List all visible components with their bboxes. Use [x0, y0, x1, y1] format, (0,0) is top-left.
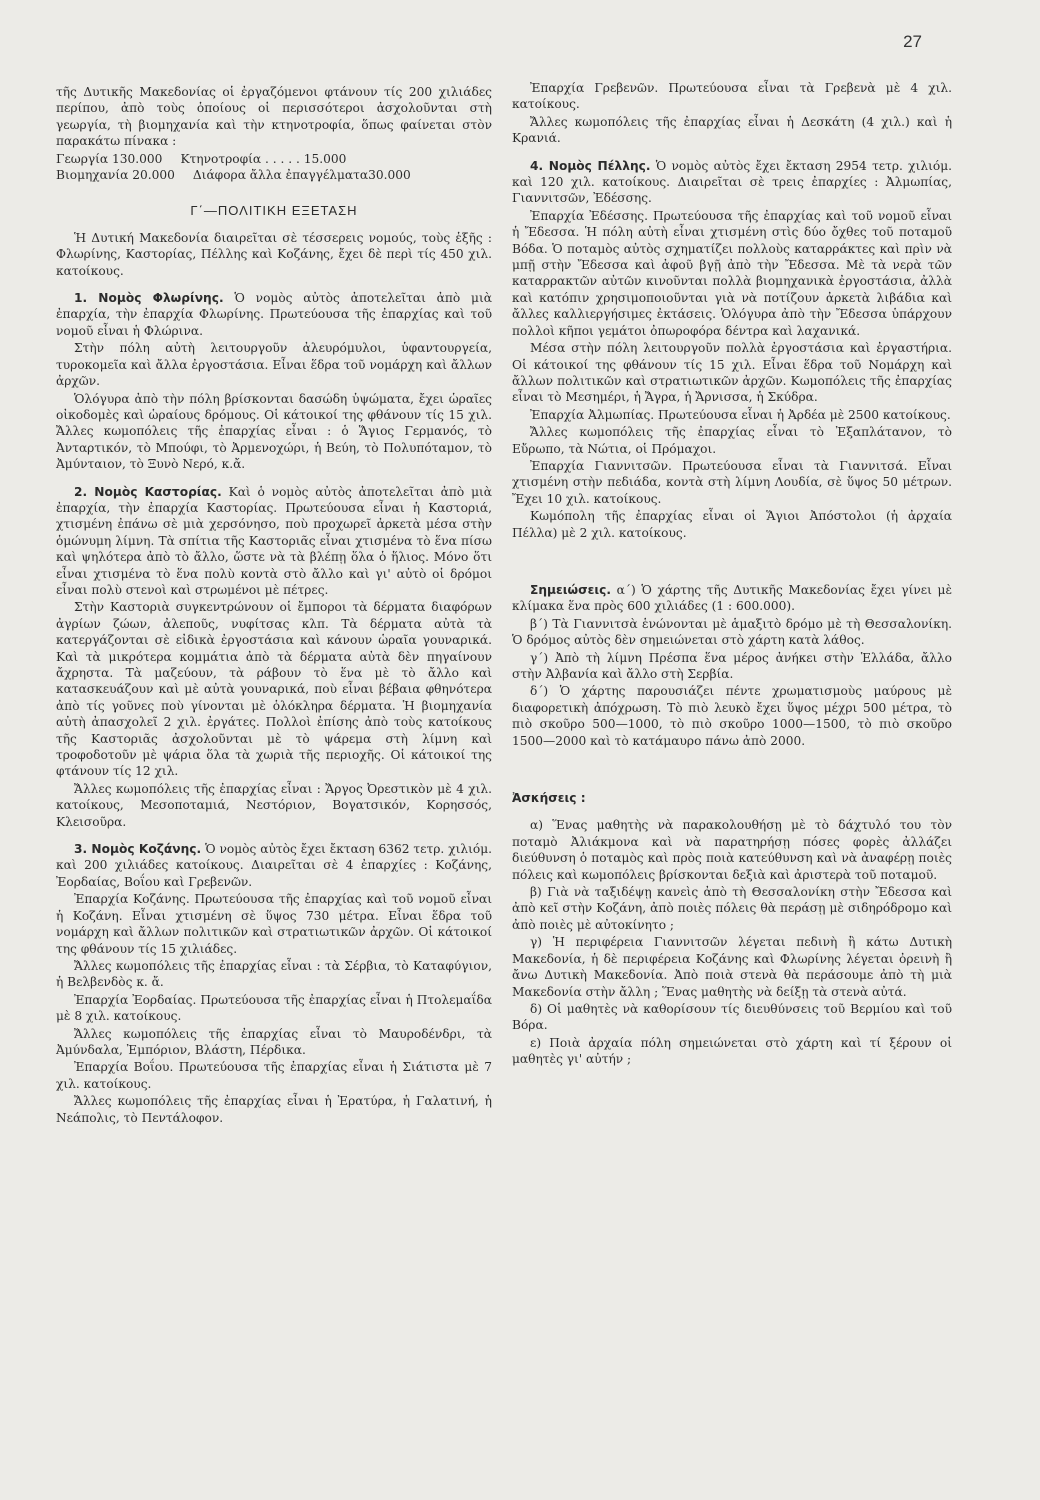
paragraph: Ἐπαρχία Ἐορδαίας. Πρωτεύουσα τῆς ἐπαρχίας εἶναι ἡ Πτολεμαΐδα μὲ 8 χιλ. κατοίκους. [56, 992, 492, 1024]
prefecture-label: 3. Νομὸς Κοζάνης. [74, 842, 202, 857]
paragraph: Ἄλλες κωμοπόλεις τῆς ἐπαρχίας εἶναι : τὰ Σέρβια, τὸ Καταφύγιον, ἡ Βελβενδὸς κ. ἄ. [56, 958, 492, 990]
exercise-e: ε) Ποιὰ ἀρχαία πόλη σημειώνεται στὸ χάρτη καὶ τί ξέρουν οἱ μαθητὲς γι' αὐτήν ; [512, 1035, 952, 1067]
note-c: γ΄) Ἀπὸ τὴ λίμνη Πρέσπα ἕνα μέρος ἀνήκει στὴν Ἑλλάδα, ἄλλο στὴν Ἀλβανία καὶ ἄλλο στὴ Σερβία. [512, 650, 952, 681]
stats-row [56, 151, 492, 167]
prefecture-kastoria [56, 484, 492, 599]
exercises-label: Ἀσκήσεις : [512, 791, 586, 806]
paragraph: Ἐπαρχία Γιαννιτσῶν. Πρωτεύουσα εἶναι τὰ Γιαννιτσά. Εἶναι χτισμένη στὴν πεδιάδα, κοντὰ στὴ λίμνη Λουδία, σὲ ὕψος 50 μέτρων. Ἔχει 10 χιλ. κατοίκους. [512, 458, 952, 506]
prefecture-label: 2. Νομὸς Καστορίας. [74, 484, 222, 499]
paragraph: Ἄλλες κωμοπόλεις τῆς ἐπαρχίας εἶναι τὸ Μαυροδένδρι, τὰ Ἀμύνδαλα, Ἐμπόριον, Βλάστη, Πέρδικα. [56, 1026, 492, 1057]
paragraph: Στὴν πόλη αὐτὴ λειτουργοῦν ἀλευρόμυλοι, ὑφαντουργεία, τυροκομεῖα καὶ ἄλλα ἐργοστάσια. Εἶναι ἕδρα τοῦ νομάρχη καὶ ἄλλων ἀρχῶν. [56, 341, 492, 389]
paragraph: Ἄλλες κωμοπόλεις τῆς ἐπαρχίας εἶναι τὸ Ἐξαπλάτανον, τὸ Εὔρωπο, τὰ Νώτια, οἱ Πρόμαχοι. [512, 425, 952, 456]
prefecture-label: 1. Νομὸς Φλωρίνης. [74, 291, 224, 306]
exercise-c: γ) Ἡ περιφέρεια Γιαννιτσῶν λέγεται πεδινὴ ἢ κάτω Δυτικὴ Μακεδονία, ἡ δὲ περιφέρεια Κοζάνης καὶ Φλωρίνης λέγεται ὀρεινὴ ἢ ἄνω Δυτικὴ Μακεδονία. Ἀπὸ ποιὰ στενὰ θὰ περάσουμε ἀπὸ τὴ μιὰ Μακεδονία στὴν ἄλλη ; Ἕνας μαθητὴς νὰ δείξῃ τὰ στενὰ αὐτά. [512, 935, 952, 999]
paragraph: Ἄλλες κωμοπόλεις τῆς ἐπαρχίας εἶναι : Ἄργος Ὀρεστικὸν μὲ 4 χιλ. κατοίκους, Μεσοποταμιά, Νεστόριον, Βογατσικόν, Κορησσός, Κλεισοῦρα. [56, 781, 492, 829]
stat-livestock: Κτηνοτροφία . . . . . 15.000 [180, 151, 347, 166]
paragraph: Μέσα στὴν πόλη λειτουργοῦν πολλὰ ἐργοστάσια καὶ ἐργαστήρια. Οἱ κάτοικοί της φθάνουν τίς 15 χιλ. Εἶναι ἕδρα τοῦ Νομάρχη καὶ ἄλλων πολιτικῶν καὶ στρατιωτικῶν ἀρχῶν. Κωμοπόλεις τῆς ἐπαρχίας εἶναι τὸ Μεσημέρι, ἡ Ἄγρα, ἡ Ἄρνισσα, ἡ Σκύδρα. [512, 341, 952, 405]
paragraph-text: Καὶ ὁ νομὸς αὐτὸς ἀποτελεῖται ἀπὸ μιὰ ἐπαρχία, τὴν ἐπαρχία Καστορίας. Πρωτεύουσα εἶναι ἡ Καστοριά, χτισμένη ἐπάνω σὲ μιὰ χερσόνησο, ποὺ προχωρεῖ ἀρκετὰ μέσα στὴν ὁμώνυμη λίμνη. Τὰ σπίτια τῆς Καστοριᾶς εἶναι χτισμένα τὸ ἕνα πίσω καὶ ψηλότερα ἀπὸ τὸ ἄλλο, ὥστε νὰ τὰ βλέπῃ ὅλα ὁ ἥλιος. Μόνο ὅτι εἶναι χτισμένα τὸ ἕνα πολὺ κοντὰ στὸ ἄλλο καὶ γι' αὐτὸ οἱ δρόμοι εἶναι πολὺ στενοὶ καὶ στρωμένοι μὲ πέτρες. [56, 484, 492, 597]
paragraph: Ἐπαρχία Βοΐου. Πρωτεύουσα τῆς ἐπαρχίας εἶναι ἡ Σιάτιστα μὲ 7 χιλ. κατοίκους. [56, 1060, 492, 1091]
prefecture-pella [512, 158, 952, 207]
note-a: α΄) Ὁ χάρτης τῆς Δυτικῆς Μακεδονίας ἔχει γίνει μὲ κλίμακα ἕνα πρὸς 600 χιλιάδες (1 : 600.000). [512, 582, 952, 614]
paragraph: Ἡ Δυτική Μακεδονία διαιρεῖται σὲ τέσσερεις νομούς, τοὺς ἑξῆς : Φλωρίνης, Καστορίας, Πέλλης καὶ Κοζάνης, ἔχει δὲ περὶ τίς 450 χιλ. κατοίκους. [56, 230, 492, 278]
exercise-a: α) Ἕνας μαθητὴς νὰ παρακολουθήσῃ μὲ τὸ δάχτυλό του τὸν ποταμὸ Ἀλιάκμονα καὶ νὰ παρατηρήσῃ πόσες φορὲς ἀλλάζει διεύθυνση ὁ ποταμὸς καὶ πρὸς ποιὰ κατεύθυνση καὶ νὰ ἀναφέρῃ ποιὲς πόλεις καὶ κωμοπόλεις βρίσκονται δεξιὰ καὶ ἀριστερὰ τοῦ ποταμοῦ. [512, 818, 952, 882]
paragraph: Ἐπαρχία Ἀλμωπίας. Πρωτεύουσα εἶναι ἡ Ἀρδέα μὲ 2500 κατοίκους. [530, 407, 951, 422]
paragraph: Ἐπαρχία Κοζάνης. Πρωτεύουσα τῆς ἐπαρχίας καὶ τοῦ νομοῦ εἶναι ἡ Κοζάνη. Εἶναι χτισμένη σὲ ὕψος 730 μέτρα. Εἶναι ἕδρα τοῦ νομάρχη καὶ ἄλλων πολιτικῶν καὶ στρατιωτικῶν ἀρχῶν. Οἱ κάτοικοί της φθάνουν τίς 15 χιλιάδες. [56, 892, 492, 956]
prefecture-florina [56, 290, 492, 339]
note-d: δ΄) Ὁ χάρτης παρουσιάζει πέντε χρωματισμοὺς μαύρους μὲ διαφορετικὴ ἀπόχρωση. Τὸ πιὸ λευκὸ ἔχει ὕψος μέχρι 500 μέτρα, τὸ πιὸ σκοῦρο 500—1000, τὸ πιὸ σκοῦρο 1000—1500, τὸ πιὸ σκοῦρο 1500—2000 καὶ τὸ κατάμαυρο πάνω ἀπὸ 2000. [512, 684, 952, 748]
paragraph: Ἐπαρχία Ἐδέσσης. Πρωτεύουσα τῆς ἐπαρχίας καὶ τοῦ νομοῦ εἶναι ἡ Ἔδεσσα. Ἡ πόλη αὐτὴ εἶναι χτισμένη στὶς δύο ὄχθες τοῦ ποταμοῦ Βόδα. Ὁ ποταμὸς αὐτὸς σχηματίζει πολλοὺς καταρράκτες καὶ πρὶν νὰ μπῇ στὴν Ἔδεσσα καὶ ἀφοῦ βγῇ ἀπὸ τὴν Ἔδεσσα. Μὲ τὰ νερὰ τῶν καταρρακτῶν αὐτῶν κινοῦνται πολλὰ βιομηχανικὰ ἐργοστάσια, ἀλλὰ καὶ κατόπιν χρησιμοποιοῦνται γιὰ νὰ ποτίζουν ἀρκετὰ λιβάδια καὶ ἄλλες καλλιεργήσιμες ἐκτάσεις. Ὁλόγυρα ἀπὸ τὴν Ἔδεσσα ὑπάρχουν πολλοὶ κῆποι γεμάτοι ὀπωροφόρα δέντρα καὶ λαχανικά. [512, 208, 952, 338]
section-heading: Γ΄—ΠΟΛΙΤΙΚΗ ΕΞΕΤΑΣΗ [190, 203, 358, 219]
prefecture-kozani [56, 841, 492, 890]
stat-agriculture: Γεωργία 130.000 [56, 151, 163, 166]
intro-paragraph: τῆς Δυτικῆς Μακεδονίας οἱ ἐργαζόμενοι φτάνουν τίς 200 χιλιάδες περίπου, ἀπὸ τοὺς ὁποίους οἱ περισσότεροι ἀσχολοῦνται στὴ γεωργία, τὴ βιομηχανία καὶ τὴν κτηνοτροφία, ὅπως φαίνεται στὸν παρακάτω πίνακα : [56, 85, 492, 149]
notes-label: Σημειώσεις. [530, 582, 611, 597]
paragraph-text: Ὁ νομὸς αὐτὸς ἔχει ἔκταση 6362 τετρ. χιλιόμ. καὶ 200 χιλιάδες κατοίκους. Διαιρεῖται σὲ 4 ἐπαρχίες : Κοζάνης, Ἐορδαίας, Βοΐου καὶ Γρεβενῶν. [56, 842, 492, 889]
page-number: 27 [903, 32, 922, 51]
exercise-b: β) Γιὰ νὰ ταξιδέψῃ κανεὶς ἀπὸ τὴ Θεσσαλονίκη στὴν Ἔδεσσα καὶ ἀπὸ κεῖ στὴν Κοζάνη, ἀπὸ ποιὲς πόλεις θὰ περάσῃ μὲ σιδηρόδρομο καὶ ἀπὸ ποιὲς μὲ αὐτοκίνητο ; [512, 885, 952, 932]
stat-industry: Βιομηχανία 20.000 [56, 168, 175, 183]
notes-block [512, 582, 952, 615]
prefecture-label: 4. Νομὸς Πέλλης. [530, 158, 651, 173]
paragraph-text: Ὁ νομὸς αὐτὸς ἔχει ἔκταση 2954 τετρ. χιλιόμ. καὶ 120 χιλ. κατοίκους. Διαιρεῖται σὲ τρεις ἐπαρχίες : Ἀλμωπίας, Γιαννιτσῶν, Ἐδέσσης. [512, 158, 952, 206]
exercise-d: δ) Οἱ μαθητὲς νὰ καθορίσουν τίς διευθύνσεις τοῦ Βερμίου καὶ τοῦ Βόρα. [512, 1001, 952, 1033]
stat-other: Διάφορα ἄλλα ἐπαγγέλματα30.000 [192, 168, 411, 183]
paragraph: Ἄλλες κωμοπόλεις τῆς ἐπαρχίας εἶναι ἡ Δεσκάτη (4 χιλ.) καὶ ἡ Κρανιά. [512, 114, 952, 146]
note-b: β΄) Τὰ Γιαννιτσὰ ἑνώνονται μὲ ἁμαξιτὸ δρόμο μὲ τὴ Θεσσαλονίκη. Ὁ δρόμος αὐτὸς δὲν σημειώνεται στὸ χάρτη κατὰ λάθος. [512, 616, 952, 648]
right-column [512, 80, 952, 1069]
paragraph: Ἐπαρχία Γρεβενῶν. Πρωτεύουσα εἶναι τὰ Γρεβενὰ μὲ 4 χιλ. κατοίκους. [512, 81, 952, 112]
paragraph-text: Ὁ νομὸς αὐτὸς ἀποτελεῖται ἀπὸ μιὰ ἐπαρχία, τὴν ἐπαρχία Φλωρίνης. Πρωτεύουσα τῆς ἐπαρχίας καὶ τοῦ νομοῦ εἶναι ἡ Φλώρινα. [56, 291, 492, 338]
paragraph: Κωμόπολη τῆς ἐπαρχίας εἶναι οἱ Ἅγιοι Ἀπόστολοι (ἡ ἀρχαία Πέλλα) μὲ 2 χιλ. κατοίκους. [512, 509, 952, 540]
paragraph: Ὁλόγυρα ἀπὸ τὴν πόλη βρίσκονται δασώδη ὑψώματα, ἔχει ὡραῖες οἰκοδομὲς καὶ ὡραίους δρόμους. Οἱ κάτοικοί της φθάνουν τίς 15 χιλ. Ἄλλες κωμοπόλεις τῆς ἐπαρχίας εἶναι : ὁ Ἅγιος Γερμανός, τὸ Ἀνταρτικόν, τὸ Μπούφι, τὸ Ἀρμενοχώρι, ἡ Βεύη, τὸ Πολυπόταμον, τὸ Ἀμύνταιον, τὸ Ξυνὸ Νερό, κ.ἄ. [56, 391, 492, 472]
paragraph: Στὴν Καστοριὰ συγκεντρώνουν οἱ ἔμποροι τὰ δέρματα διαφόρων ἀγρίων ζώων, ἀλεποῦς, νυφίτσας κλπ. Τὰ δέρματα αὐτὰ τὰ κατεργάζονται σὲ εἰδικὰ ἐργοστάσια καὶ κάνουν ὡραῖα γουναρικά. Καὶ τὰ μικρότερα κομμάτια ἀπὸ τὰ δέρματα αὐτὰ δὲν πηγαίνουν ἄχρηστα. Τὰ μαζεύουν, τὰ ράβουν τὸ ἕνα μὲ τὸ ἄλλο καὶ κατασκευάζουν καὶ μὲ αὐτὰ γουναρικά, ποὺ εἶναι βέβαια φθηνότερα ἀπὸ τίς γοῦνες ποὺ γίνονται μὲ ὁλόκληρα δέρματα. Ἡ βιομηχανία αὐτὴ ἀπασχολεῖ 2 χιλ. ἐργάτες. Πολλοὶ ἐπίσης ἀπὸ τοὺς κατοίκους τῆς Καστοριᾶς ἀσχολοῦνται μὲ τὸ ψάρεμα στὴ λίμνη καὶ τροφοδοτοῦν μὲ ψάρια ὅλα τὰ χωριὰ τῆς περιοχῆς. Οἱ κάτοικοί της φτάνουν τίς 12 χιλ. [56, 600, 492, 779]
paragraph: Ἄλλες κωμοπόλεις τῆς ἐπαρχίας εἶναι ἡ Ἐρατύρα, ἡ Γαλατινή, ἡ Νεάπολις, τὸ Πεντάλοφον. [56, 1094, 492, 1125]
left-column [56, 84, 492, 1127]
stats-row [56, 167, 492, 183]
